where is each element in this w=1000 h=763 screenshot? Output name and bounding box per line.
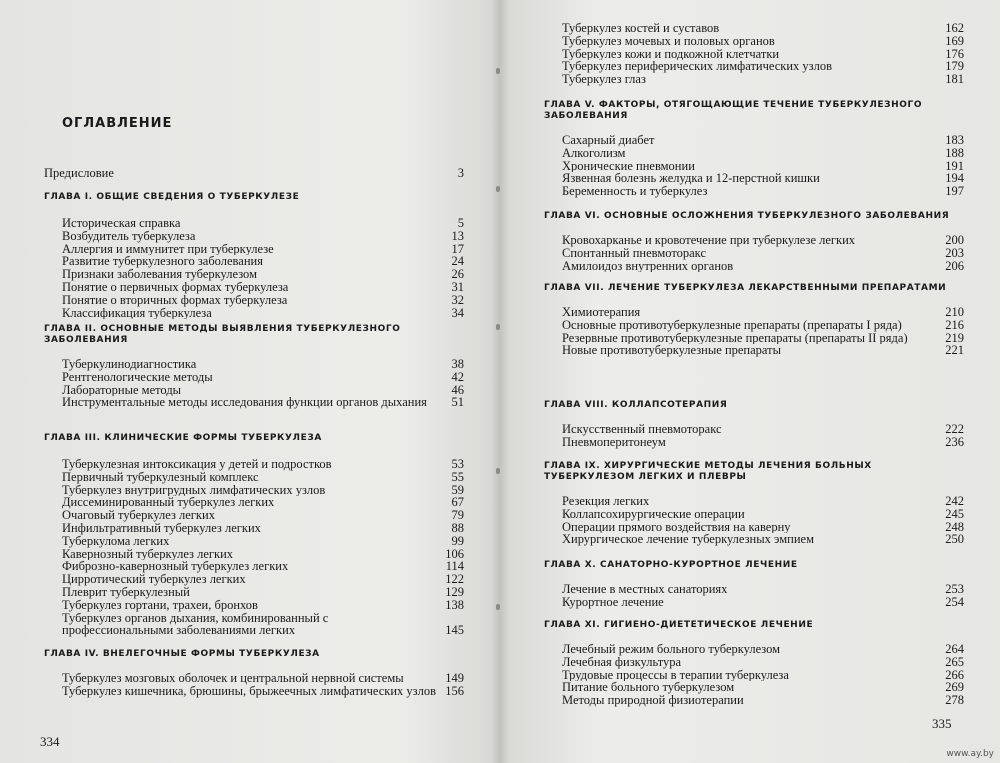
chapter-title: ГЛАВА VII. ЛЕЧЕНИЕ ТУБЕРКУЛЕЗА ЛЕКАРСТВЕННЫМИ ПРЕПАРАТАМИ <box>544 283 947 293</box>
entry-title: Туберкулез глаз <box>562 73 646 86</box>
entry-title: Туберкулез мочевых и половых органов <box>562 34 775 48</box>
chapter-8 <box>544 400 964 449</box>
toc-entry <box>544 60 964 73</box>
entry-title: Туберкулез гортани, трахеи, бронхов <box>62 598 258 612</box>
entry-title: Диссеминированный туберкулез легких <box>62 496 275 510</box>
entry-page: 17 <box>451 241 464 256</box>
entry-page: 51 <box>451 395 464 410</box>
entry-page: 210 <box>945 305 964 319</box>
toc-entry <box>44 358 464 371</box>
entry-page: 206 <box>945 258 964 273</box>
chapter-title: ГЛАВА V. ФАКТОРЫ, ОТЯГОЩАЮЩИЕ ТЕЧЕНИЕ ТУБЕРКУЛЕЗНОГО ЗАБОЛЕВАНИЯ <box>544 100 923 121</box>
toc-entry <box>544 583 964 596</box>
entry-page: 31 <box>451 279 464 294</box>
entry-title: Туберкулома легких <box>62 534 170 548</box>
entry-page: 38 <box>451 357 464 371</box>
chapter-4 <box>44 649 464 698</box>
entry-title: Цирротический туберкулез легких <box>62 573 246 586</box>
toc-entry <box>44 230 464 243</box>
toc-entry <box>44 458 464 471</box>
entry-title: Туберкулинодиагностика <box>62 358 197 371</box>
entry-title: Аллергия и иммунитет при туберкулезе <box>62 242 274 256</box>
toc-entry <box>544 681 964 694</box>
entry-title: Трудовые процессы в терапии туберкулеза <box>562 668 789 682</box>
entry-title: Туберкулез кишечника, брюшины, брыжеечных лимфатических узлов <box>62 684 436 698</box>
entry-page: 194 <box>945 171 964 186</box>
entry-title: Туберкулез внутригрудных лимфатических узлов <box>62 483 326 497</box>
toc-entry <box>544 344 964 357</box>
chapter-title: ГЛАВА IV. ВНЕЛЕГОЧНЫЕ ФОРМЫ ТУБЕРКУЛЕЗА <box>44 649 320 659</box>
entry-title: Очаговый туберкулез легких <box>62 509 215 522</box>
toc-entry <box>544 48 964 61</box>
entry-page: 222 <box>945 422 964 436</box>
toc-entry <box>44 612 464 638</box>
entry-title: Туберкулез органов дыхания, комбинированный с профессиональными заболеваниями легких <box>62 611 329 638</box>
entry-title: Амилоидоз внутренних органов <box>562 259 734 273</box>
entry-page: 24 <box>451 254 464 269</box>
entry-page: 179 <box>945 59 964 74</box>
toc-entry <box>44 672 464 685</box>
entry-page: 3 <box>457 166 464 180</box>
toc-entry <box>544 319 964 332</box>
chapter-7 <box>544 283 964 357</box>
entry-page: 13 <box>451 228 464 243</box>
toc-entry <box>44 471 464 484</box>
entry-title: Резекция легких <box>562 495 650 508</box>
toc-entry <box>44 496 464 509</box>
chapter-2 <box>44 324 464 409</box>
preface-block <box>44 167 464 180</box>
page-number: 334 <box>40 734 60 749</box>
entry-page: 250 <box>945 532 964 547</box>
toc-entry <box>44 599 464 612</box>
toc-entry <box>44 371 464 384</box>
entry-title: Питание больного туберкулезом <box>562 681 735 695</box>
entry-page: 46 <box>451 382 464 397</box>
entry-title: Классификация туберкулеза <box>62 306 212 320</box>
chapter-title: ГЛАВА II. ОСНОВНЫЕ МЕТОДЫ ВЫЯВЛЕНИЯ ТУБЕРКУЛЕЗНОГО ЗАБОЛЕВАНИЯ <box>44 324 401 345</box>
toc-entry <box>44 294 464 307</box>
entry-page: 53 <box>451 457 464 471</box>
entry-page: 183 <box>945 133 964 147</box>
toc-entry <box>44 548 464 561</box>
entry-title: Основные противотуберкулезные препараты (препараты I ряда) <box>562 318 902 332</box>
toc-entry <box>544 436 964 449</box>
entry-title: Лечебный режим больного туберкулезом <box>562 643 781 656</box>
entry-title: Признаки заболевания туберкулезом <box>62 268 257 281</box>
page-number: 335 <box>932 716 952 731</box>
entry-page: 176 <box>945 46 964 61</box>
toc-entry <box>544 73 964 86</box>
entry-page: 26 <box>451 267 464 282</box>
entry-title: Беременность и туберкулез <box>562 185 708 198</box>
entry-title: Возбудитель туберкулеза <box>62 229 196 243</box>
chapter-3 <box>44 433 464 637</box>
toc-entry <box>44 243 464 256</box>
chapter-10 <box>544 560 964 609</box>
continued-entries <box>544 22 964 86</box>
entry-page: 88 <box>451 520 464 535</box>
entry-page: 242 <box>945 494 964 508</box>
entry-page: 191 <box>945 158 964 173</box>
chapter-title: ГЛАВА I. ОБЩИЕ СВЕДЕНИЯ О ТУБЕРКУЛЕЗЕ <box>44 192 300 202</box>
toc-entry <box>544 160 964 173</box>
entry-title: Новые противотуберкулезные препараты <box>562 344 782 358</box>
toc-entry <box>544 147 964 160</box>
entry-page: 203 <box>945 245 964 260</box>
entry-title: Хирургическое лечение туберкулезных эмпием <box>562 533 815 547</box>
entry-page: 67 <box>451 495 464 510</box>
toc-entry <box>44 384 464 397</box>
toc-entry <box>44 307 464 320</box>
chapter-11 <box>544 620 964 707</box>
entry-page: 59 <box>451 482 464 497</box>
entry-page: 138 <box>445 597 464 612</box>
chapter-title: ГЛАВА IX. ХИРУРГИЧЕСКИЕ МЕТОДЫ ЛЕЧЕНИЯ БОЛЬНЫХ ТУБЕРКУЛЕЗОМ ЛЕГКИХ И ПЛЕВРЫ <box>544 461 872 482</box>
entry-title: Историческая справка <box>62 217 181 230</box>
toc-heading: ОГЛАВЛЕНИЕ <box>62 116 173 131</box>
entry-page: 55 <box>451 469 464 484</box>
entry-page: 34 <box>451 305 464 320</box>
toc-entry <box>44 685 464 698</box>
entry-title: Резервные противотуберкулезные препараты (препараты II ряда) <box>562 331 908 345</box>
entry-page: 32 <box>451 292 464 307</box>
entry-page: 181 <box>945 72 964 87</box>
entry-title: Спонтанный пневмоторакс <box>562 246 706 260</box>
entry-page: 162 <box>945 21 964 35</box>
toc-entry <box>544 234 964 247</box>
entry-title: Кавернозный туберкулез легких <box>62 547 234 561</box>
toc-entry <box>44 281 464 294</box>
toc-entry <box>544 669 964 682</box>
toc-entry <box>544 172 964 185</box>
entry-title: Туберкулез кожи и подкожной клетчатки <box>562 47 780 61</box>
entry-page: 265 <box>945 654 964 669</box>
entry-title: Туберкулез мозговых оболочек и центральной нервной системы <box>62 672 404 685</box>
entry-title: Плеврит туберкулезный <box>62 585 190 599</box>
toc-entry <box>544 134 964 147</box>
watermark: www.ay.by <box>946 749 994 759</box>
entry-title: Химиотерапия <box>562 306 641 319</box>
toc-entry <box>44 217 464 230</box>
entry-title: Методы природной физиотерапии <box>562 694 744 707</box>
chapter-title: ГЛАВА VIII. КОЛЛАПСОТЕРАПИЯ <box>544 400 728 410</box>
entry-page: 79 <box>451 508 464 523</box>
entry-page: 197 <box>945 184 964 199</box>
chapter-title: ГЛАВА VI. ОСНОВНЫЕ ОСЛОЖНЕНИЯ ТУБЕРКУЛЕЗНОГО ЗАБОЛЕВАНИЯ <box>544 211 950 221</box>
toc-entry <box>44 522 464 535</box>
chapter-1 <box>44 192 464 319</box>
entry-title: Понятие о вторичных формах туберкулеза <box>62 293 288 307</box>
toc-entry <box>544 521 964 534</box>
entry-page: 221 <box>945 343 964 358</box>
entry-title: Алкоголизм <box>562 146 626 160</box>
toc-entry-preface <box>44 167 464 180</box>
entry-page: 149 <box>445 671 464 685</box>
entry-page: 216 <box>945 317 964 332</box>
entry-page: 114 <box>445 559 464 574</box>
toc-entry <box>544 35 964 48</box>
entry-title: Пневмоперитонеум <box>562 435 666 449</box>
entry-title: Инструментальные методы исследования функции органов дыхания <box>62 396 427 410</box>
entry-page: 264 <box>945 642 964 656</box>
entry-page: 254 <box>945 594 964 609</box>
entry-title: Курортное лечение <box>562 595 664 609</box>
entry-title: Инфильтративный туберкулез легких <box>62 521 261 535</box>
entry-page: 99 <box>451 533 464 548</box>
toc-entry <box>544 247 964 260</box>
entry-title: Предисловие <box>44 167 114 180</box>
chapter-5 <box>544 100 964 198</box>
right-page <box>500 0 1000 763</box>
entry-page: 156 <box>445 683 464 698</box>
entry-title: Первичный туберкулезный комплекс <box>62 470 259 484</box>
entry-page: 278 <box>945 693 964 708</box>
entry-title: Искусственный пневмоторакс <box>562 423 722 436</box>
entry-title: Язвенная болезнь желудка и 12-перстной кишки <box>562 172 820 186</box>
toc-entry <box>544 596 964 609</box>
toc-entry <box>44 535 464 548</box>
entry-page: 200 <box>945 233 964 247</box>
toc-entry <box>544 306 964 319</box>
entry-title: Лабораторные методы <box>62 383 182 397</box>
entry-page: 248 <box>945 519 964 534</box>
toc-entry <box>544 332 964 345</box>
entry-page: 253 <box>945 582 964 596</box>
toc-entry <box>544 508 964 521</box>
entry-title: Фиброзно-кавернозный туберкулез легких <box>62 560 289 574</box>
entry-page: 42 <box>451 369 464 384</box>
chapter-title: ГЛАВА III. КЛИНИЧЕСКИЕ ФОРМЫ ТУБЕРКУЛЕЗА <box>44 433 322 443</box>
entry-page: 219 <box>945 330 964 345</box>
entry-page: 266 <box>945 667 964 682</box>
toc-entry <box>44 268 464 281</box>
entry-title: Рентгенологические методы <box>62 370 213 384</box>
toc-entry <box>544 643 964 656</box>
chapter-9 <box>544 461 964 546</box>
toc-entry <box>44 509 464 522</box>
toc-entry <box>44 586 464 599</box>
entry-page: 5 <box>457 216 464 230</box>
toc-entry <box>544 694 964 707</box>
toc-entry <box>44 484 464 497</box>
entry-page: 245 <box>945 506 964 521</box>
entry-title: Лечебная физкультура <box>562 655 682 669</box>
toc-entry <box>544 533 964 546</box>
toc-entry <box>544 185 964 198</box>
entry-title: Туберкулез периферических лимфатических узлов <box>562 60 833 74</box>
toc-entry <box>44 560 464 573</box>
toc-entry <box>544 423 964 436</box>
chapter-title: ГЛАВА XI. ГИГИЕНО-ДИЕТЕТИЧЕСКОЕ ЛЕЧЕНИЕ <box>544 620 814 630</box>
entry-title: Хронические пневмонии <box>562 159 695 173</box>
entry-page: 169 <box>945 33 964 48</box>
entry-page: 145 <box>445 623 464 638</box>
chapter-6 <box>544 211 964 272</box>
entry-page: 122 <box>445 572 464 587</box>
entry-title: Сахарный диабет <box>562 134 655 147</box>
entry-page: 269 <box>945 680 964 695</box>
entry-title: Операции прямого воздействия на каверну <box>562 520 791 534</box>
entry-title: Коллапсохирургические операции <box>562 507 745 521</box>
toc-entry <box>544 22 964 35</box>
toc-entry <box>544 656 964 669</box>
toc-entry <box>44 573 464 586</box>
entry-page: 129 <box>445 584 464 599</box>
entry-title: Туберкулез костей и суставов <box>562 22 720 35</box>
entry-title: Кровохарканье и кровотечение при туберкулезе легких <box>562 234 856 247</box>
toc-entry <box>44 396 464 409</box>
entry-page: 236 <box>945 434 964 449</box>
entry-title: Понятие о первичных формах туберкулеза <box>62 280 289 294</box>
entry-title: Лечение в местных санаториях <box>562 583 728 596</box>
entry-page: 188 <box>945 145 964 160</box>
entry-page: 106 <box>445 546 464 561</box>
chapter-title: ГЛАВА X. САНАТОРНО-КУРОРТНОЕ ЛЕЧЕНИЕ <box>544 560 798 570</box>
entry-title: Развитие туберкулезного заболевания <box>62 255 263 269</box>
toc-entry <box>44 255 464 268</box>
entry-title: Туберкулезная интоксикация у детей и подростков <box>62 458 332 471</box>
toc-entry <box>544 260 964 273</box>
toc-entry <box>544 495 964 508</box>
